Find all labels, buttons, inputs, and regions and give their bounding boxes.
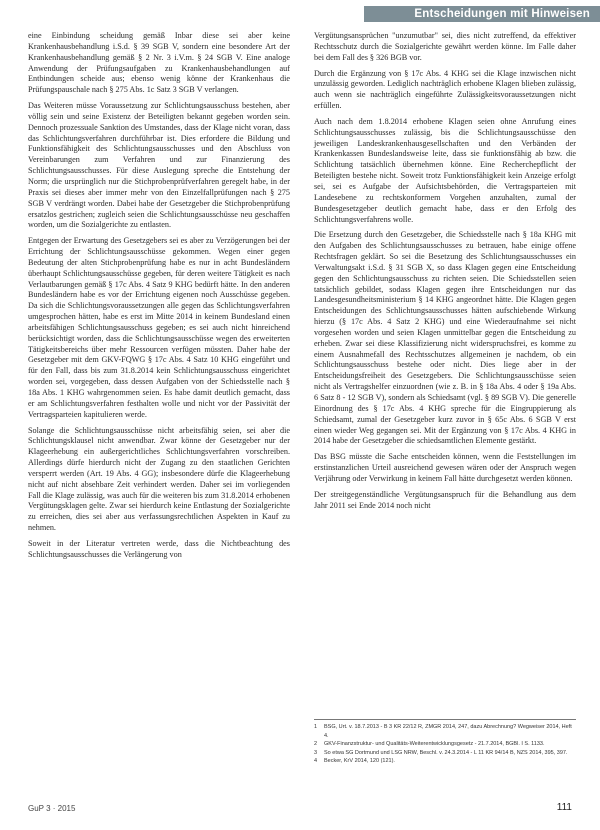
footnote-text: So etwa SG Dortmund und LSG NRW, Beschl. v. 24.3.2014 - L 11 KR 94/14 B, NZS 2014, 395, 397. — [324, 749, 568, 756]
footnote-number: 4 — [314, 758, 318, 764]
left-column — [28, 31, 290, 561]
section-title: Entscheidungen mit Hinweisen — [414, 8, 590, 20]
paragraph: Entgegen der Erwartung des Gesetzgebers sei es aber zu Verzögerungen bei der Errichtung der Schlichtungsausschüsse gekommen. Wegen einer gegen Bedeutung der alten Stichprobenprüfung habe es nur in acht Bundesländern überhaupt Schlichtungsausschüsse gegeben, für deren weitere Tätigkeit es nach Verlautbarungen gemäß § 17c Abs. 4 Satz 9 KHG bedürft hätte. In den anderen Bundesländern habe es vor der Errichtung eigenen noch Ausschüsse gegeben. Da sich die Schlichtungsvoraussetzungen alle gegen das Schlichtungsverfahren umgesprochen hätten, habe es erst im Mitte 2014 in keinem Bundesland einen arbeitsfähigen Schlichtungsausschuss gegeben; es sei auch nicht hinreichend berücksichtigt worden, dass die Schlichtungsausschüsse wegen des erweiterten Tätigkeitsbereichs über mehr Ressourcen verfügen müssten. Daher habe der Gesetzgeber mit dem GKV-FQWG § 17c Abs. 4 Satz 10 KHG eingeführt und für den Fall, dass bis zum 31.8.2014 kein Schlichtungsausschuss eingerichtet worden sei, vorgegeben, dass dessen Aufgaben von der Schiedsstelle nach § 18a Abs. 1 KHG wahrgenommen seien. Es habe damit deutlich gemacht, dass er am Schlichtungsverfahren festhalten wolle und nicht vor der Passivität der Vertragsparteien kapitulieren werde. — [28, 236, 290, 419]
page-number: 111 — [556, 802, 572, 813]
footnote-text: BSG, Urt. v. 18.7.2013 - B 3 KR 22/12 R, ZMGR 2014, 247, dazu Abrechnung? Wegweiser 2014, Heft 4. — [324, 724, 572, 739]
paragraph: Auch nach dem 1.8.2014 erhobene Klagen seien ohne Anrufung eines Schlichtungsausschusses zulässig, bis die Schlichtungsausschüsse den jeweiligen Landeskrankenhausgesellschaften und den Verbänden der Krankenkassen Bundeslandsweise leite, dass sie funktionsfähig ab bzw. die Schlichtung tatsächlich übernehmen könne. Eine Recherchepflicht der Beteiligten bestehe nicht. Soweit trotz Funktionsfähigkeit kein Anzeige erfolgt sei, sei es Aufgabe der Aufsichtsbehörden, die Vertragsparteien mit Landesebene zu rechtskonformem Vorgehen anzuhalten, zumal der Bundesgesetzgeber deutlich gemacht habe, dass er den Erfolg des Schlichtungsverfahrens wolle. — [314, 116, 576, 224]
journal-name: GuP 3 · 2015 — [28, 804, 76, 813]
paragraph: Soweit in der Literatur vertreten werde, dass die Nichtbeachtung des Schlichtungsausschusses die Verlängerung von — [28, 538, 290, 559]
paragraph: Das BSG müsste die Sache entscheiden können, wenn die Feststellungen im erstinstanzlichen Urteil ausreichend gewesen wären oder der Anspruch wegen Verjährung oder Verwirkung in keinem Fall hätte durchgesetzt werden können. — [314, 452, 576, 483]
paragraph: Solange die Schlichtungsausschüsse nicht arbeitsfähig seien, sei aber die Schlichtungsklausel nicht anwendbar. Zwar könne der Gesetzgeber nur der Klageerhebung ein außergerichtliches Schlichtungsverfahren vorschreiben. Allerdings dürfe hierdurch nicht der Zugang zu den staatlichen Gerichten versperrt werden (Art. 19 Abs. 4 GG); insbesondere dürfe die Klageerhebung nicht auf nicht absehbare Zeit verhindert werden. Daher sei im vorliegenden Fall die Klage zulässig, was auch für die weiteren bis zum 31.8.2014 erhobenen Vergütungsklagen gelte. Zwar sei hierdurch keine Entlastung der Sozialgerichte zu erreichen, dies sei aber aus verfassungsrechtlichen Aspekten in Kauf zu nehmen. — [28, 425, 290, 533]
footnote-text: Becker, KrV 2014, 120 (121). — [324, 758, 395, 764]
right-column — [314, 31, 576, 511]
paragraph: Vergütungsansprüchen "unzumutbar" sei, dies nicht zutreffend, da effektiver Rechtsschutz durch die Sozialgerichte gewährt werden könne. Im Falle daher bei dem Fall des § 326 BGB vor. — [314, 31, 576, 62]
footnote — [314, 749, 576, 758]
footnote-number: 3 — [314, 749, 318, 756]
footnote — [314, 757, 576, 766]
footnote-number: 1 — [314, 724, 318, 730]
footnote — [314, 723, 576, 740]
paragraph: Der streitgegenständliche Vergütungsanspruch für die Behandlung aus dem Jahr 2011 sei Ende 2014 noch nicht — [314, 489, 576, 510]
paragraph: Das Weiteren müsse Voraussetzung zur Schlichtungsausschuss bestehen, aber völlig sein und seine Existenz der Beteiligten bekannt gegeben worden sein. Dennoch prozessuale Sanktion des Umstandes, dass der Klage nicht voran, dass das Schlichtungsverfahren durchführbar ist. Dies erfordere die Bildung und Funktionsfähigkeit des Schlichtungsausschusses und den Abschluss von Vereinbarungen zum Verfahren und zur Finanzierung des Schlichtungsausschusses. Für diese Auslegung spreche die Entstehung der Norm; die ursprünglich nur die Stichprobenprüfverfahren geregelt habe, in der Praxis sei dieses aber immer mehr von den Einzelfallprüfungen nach § 275 SGB V verdrängt worden. Dabei habe der Gesetzgeber die Stichprobenprüfung ersatzlos gestrichen; zugleich seien die Schlichtungsausschüsse neu geschaffen worden, um die Sozialgerichte zu entlasten. — [28, 101, 290, 230]
footnote-text: GKV-Finanzstruktur- und Qualitäts-Weiterentwicklungsgesetz - 21.7.2014, BGBl. I S. 1133. — [324, 741, 545, 747]
paragraph: Die Ersetzung durch den Gesetzgeber, die Schiedsstelle nach § 18a KHG mit den Aufgaben des Schlichtungsausschusses zu betrauen, habe einige offene Rechtsfragen geklärt. So sei die Besetzung des Schlichtungsausschusses ein Verwaltungsakt i.S.d. § 31 SGB X, so dass Klagen gegen eine Entscheidung gegen den Schlichtungsausschuss zu richten seien. Die Schiedsstellen seien tatsächlich gebildet, sodass Klagen gegen ihre Entscheidungen nur das Landesgesundheitsministerium § 14 KHG angeordnet hätte. Die Klagen gegen Entscheidungen des Schlichtungsausschusses hätten aufschiebende Wirkung hierzu (§ 17c Abs. 4 Satz 2 KHG) und eine Wiederaufnahme sei nicht vorgesehen worden und seien Klagen unmittelbar gegen die Entscheidung zu erheben. Zwar sei diese Klassifizierung nicht widerspruchsfrei, es komme zu einem Ausnahmefall des Rechtsschutzes allgemeinen je nachdem, ob ein Schlichtungsausschuss bestehe oder nicht. Dies liege aber in der Entscheidungsfreiheit des Gesetzgebers. Die Schlichtungsausschüsse seien nicht als Vertragshelfer einzuordnen (wie z. B. in § 18a Abs. 4 oder § 19a Abs. 6 Satz 8 - 12 SGB V), sondern als Schiedsamt (vgl. § 89 SGB V). Die generelle Einordnung des § 17c Abs. 4 KHG spreche für die Eingruppierung als Schiedsamt, zumal der Gesetzgeber kurz zuvor in § 65c Abs. 6 SGB V erst einen wieder Weg gegangen sei. Mit der Ergänzung von § 17c Abs. 4 KHG in 2014 habe der Gesetzgeber die schiedsamtlichen Elemente gestärkt. — [314, 230, 576, 446]
paragraph: eine Einbindung scheidung gemäß Inbar diese sei aber keine Krankenhausbehandlung i.S.d. § 39 SGB V, sondern eine besondere Art der Krankenhausbehandlung gemäß § 2 Nr. 3 i.V.m. § 24 SGB V. Eine analoge Anwendung der Prüfungsaufgaben zu Krankenhausbehandlungen auf Entbindungen scheide aus; ebenso wenig könne der Krankenhaus die Prüfungspauschale nach § 275 Abs. 1c Satz 3 SGB V verlangen. — [28, 31, 290, 95]
footnotes — [314, 719, 576, 766]
section-banner — [364, 6, 600, 22]
footnote — [314, 740, 576, 749]
paragraph: Durch die Ergänzung von § 17c Abs. 4 KHG sei die Klage inzwischen nicht unzulässig geworden. Lediglich nachträglich erhobene Klagen blieben zulässig, auch wenn sie nachträglich eingeführte Zulässigkeitsvoraussetzungen nicht erfüllen. — [314, 68, 576, 111]
footnote-number: 2 — [314, 741, 318, 747]
